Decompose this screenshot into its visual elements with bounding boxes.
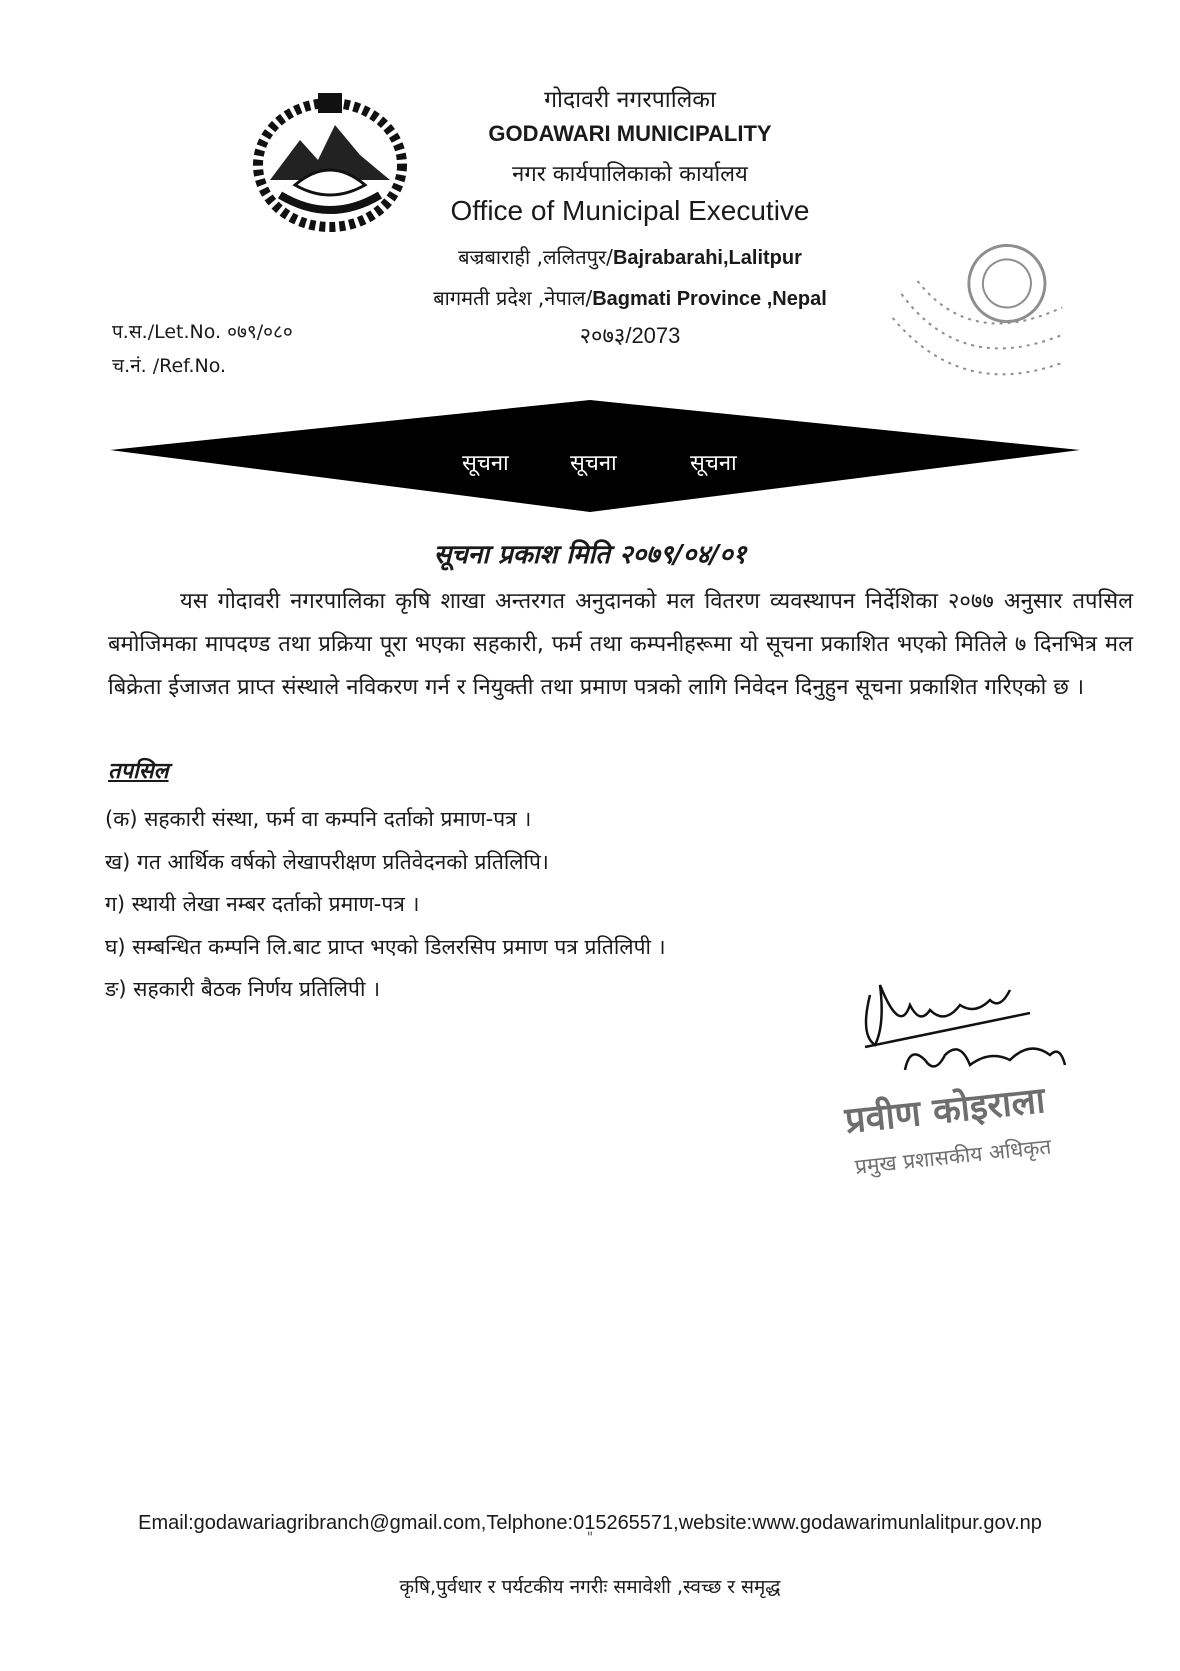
requirement-item: घ) सम्बन्धित कम्पनि लि.बाट प्राप्त भएको डिलरसिप प्रमाण पत्र प्रतिलिपी । [105,935,666,959]
municipality-name-nepali: गोदावरी नगरपालिका [544,87,716,113]
office-address [330,243,930,270]
handwritten-signature [850,965,1090,1090]
reference-number: च.नं. /Ref.No. [112,355,227,377]
publication-date: सूचना प्रकाश मिति २०७९/०४/०१ [433,540,747,570]
office-name-nepali: नगर कार्यपालिकाको कार्यालय [512,162,748,187]
municipality-name-english: GODAWARI MUNICIPALITY [488,121,772,146]
requirement-item: (क) सहकारी संस्था, फर्म वा कम्पनि दर्ताको प्रमाण-पत्र । [105,807,532,831]
banner-word-1: सूचना [462,451,509,476]
banner-word-3: सूचना [690,451,737,476]
letter-number: प.स./Let.No. ०७९/०८० [112,321,293,343]
office-stamp [890,240,1090,420]
signatory-title: प्रमुख प्रशासकीय अधिकृत [853,1134,1053,1179]
province-nepali: बागमती प्रदेश ,नेपाल/ [433,286,593,310]
address-nepali: बज्रबाराही ,ललितपुर/ [458,245,613,269]
details-heading: तपसिल [108,759,169,784]
footer-quote-mark: " [586,1530,594,1546]
established-year: २०७३/2073 [579,323,681,348]
province-english: Bagmati Province ,Nepal [592,288,827,310]
requirement-item: ङ) सहकारी बैठक निर्णय प्रतिलिपी । [105,977,381,1001]
requirement-item: ख) गत आर्थिक वर्षको लेखापरीक्षण प्रतिवेदनको प्रतिलिपि। [105,850,549,874]
signatory-name: प्रवीण कोइराला [843,1080,1048,1142]
office-province [330,284,930,311]
footer-motto: कृषि,पुर्वधार र पर्यटकीय नगरीः समावेशी ,स्वच्छ र समृद्ध [399,1576,781,1598]
notice-body-paragraph: यस गोदावरी नगरपालिका कृषि शाखा अन्तरगत अनुदानको मल वितरण व्यवस्थापन निर्देशिका २०७७ अनुसार तपसिल बमोजिमका मापदण्ड तथा प्रक्रिया पूरा भएका सहकारी, फर्म तथा कम्पनीहरूमा यो सूचना प्रकाशित भएको मितिले ७ दिनभित्र मल बिक्रेता ईजाजत प्राप्त संस्थाले नविकरण गर्न र नियुक्ती तथा प्रमाण पत्रको लागि निवेदन दिनुहुन सूचना प्रकाशित गरिएको छ । [108,589,1133,700]
address-english: Bajrabarahi,Lalitpur [612,247,802,269]
office-name-english: Office of Municipal Executive [450,195,810,226]
requirement-item: ग) स्थायी लेखा नम्बर दर्ताको प्रमाण-पत्र । [105,892,420,916]
banner-word-2: सूचना [570,451,617,476]
footer-contact-info: Email:godawariagribranch@gmail.com,Telphone:015265571,website:www.godawarimunlalitpur.gov.np [138,1512,1042,1534]
